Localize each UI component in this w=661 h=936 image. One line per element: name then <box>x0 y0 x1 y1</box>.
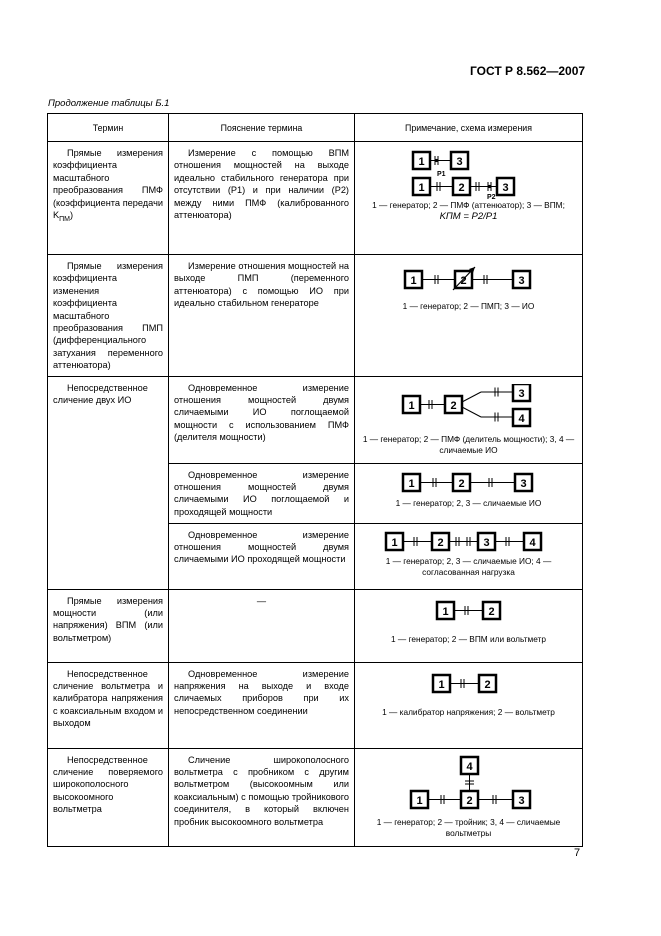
term-cell: Прямые измерения коэффициента масштабного преобразования ПМФ (коэффициента передачи $K_{ПМ}$) <box>48 142 169 255</box>
block-1-label: 1 <box>437 678 445 691</box>
block-1-label: 1 <box>415 794 423 807</box>
p2-label: P2 <box>486 194 496 200</box>
note-cell <box>355 662 583 748</box>
measurement-diagram <box>399 755 539 811</box>
formula: KПМ = P2/P1 <box>439 211 498 222</box>
note-text: 1 — генератор; 2 — ПМФ (делитель мощности); 3, 4 — сличаемые ИО <box>362 433 575 455</box>
standard-header: ГОСТ Р 8.562—2007 <box>470 64 586 78</box>
block-1-label: 1 <box>441 605 449 618</box>
measurement-diagram <box>399 471 539 495</box>
block-1-label: 1 <box>409 275 417 287</box>
table-row <box>48 748 583 846</box>
explanation-cell: Измерение отношения мощностей на выходе ПМП (переменного аттенюатора) с помощью ИО при идеально стабильном генераторе <box>169 255 355 377</box>
block-3-label: 3 <box>501 182 509 194</box>
block-2-label: 2 <box>436 536 444 549</box>
block-3-label: 3 <box>517 387 525 400</box>
block-2-label: 2 <box>457 477 465 490</box>
note-cell <box>355 142 583 255</box>
block-2-label: 2 <box>483 678 491 691</box>
block-3-label: 3 <box>482 536 490 549</box>
block-2-label: 2 <box>457 182 465 194</box>
col-header-explanation: Пояснение термина <box>169 114 355 142</box>
block-1-label: 1 <box>417 182 425 194</box>
note-text: 1 — генератор; 2 — ПМП; 3 — ИО <box>402 301 535 311</box>
note-cell <box>355 589 583 662</box>
note-cell <box>355 255 583 377</box>
table-row <box>48 142 583 255</box>
table-row <box>48 376 583 463</box>
explanation-cell: Одновременное измерение отношения мощностей двумя сличаемыми ИО поглощаемой мощности с использованием ПМФ (делителя мощности) <box>169 376 355 463</box>
block-2-label: 2 <box>459 275 467 287</box>
explanation-cell: Измерение с помощью ВПМ отношения мощностей на выходе идеально стабильного генератора при отсутствии (P1) и при наличии (P2) между ними ПМФ (калиброванного аттенюатора) <box>169 142 355 255</box>
block-4-label: 4 <box>528 536 536 549</box>
block-4-label: 4 <box>517 412 525 425</box>
block-3-label: 3 <box>517 275 525 287</box>
measurement-diagram <box>399 384 539 428</box>
table-row <box>48 589 583 662</box>
measurement-diagram <box>399 265 539 295</box>
block-2-label: 2 <box>487 605 495 618</box>
block-1-label: 1 <box>417 156 425 168</box>
table-caption: Продолжение таблицы Б.1 <box>48 98 170 109</box>
block-3-label: 3 <box>517 794 525 807</box>
note-cell <box>355 748 583 846</box>
measurement-diagram <box>399 598 539 624</box>
explanation-cell: Сличение широкополосного вольтметра с пробником с другим вольтметром (высокоомным или коаксиальным) с помощью тройникового соединителя, в который включен пробник высокоомного вольтметра <box>169 748 355 846</box>
block-3-label: 3 <box>519 477 527 490</box>
table-row <box>48 662 583 748</box>
block-2-label: 2 <box>449 399 457 412</box>
terms-table <box>47 113 583 847</box>
note-text: 1 — генератор; 2, 3 — сличаемые ИО <box>395 497 542 508</box>
block-1-label: 1 <box>390 536 398 549</box>
note-cell <box>355 463 583 523</box>
term-cell: Непосредственное сличение поверяемого широкополосного высокоомного вольтметра <box>48 748 169 846</box>
col-header-term: Термин <box>48 114 169 142</box>
block-3-label: 3 <box>455 156 463 168</box>
note-text: 1 — генератор; 2 — ВПМ или вольтметр <box>391 633 546 644</box>
block-4-label: 4 <box>465 760 473 773</box>
table-row <box>48 255 583 377</box>
note-cell <box>355 376 583 463</box>
term-cell: Прямые измерения коэффициента изменения коэффициента масштабного преобразования ПМП (дифференциального затухания переменного аттенюатора) <box>48 255 169 377</box>
note-text: 1 — генератор; 2 — тройник; 3, 4 — сличаемые вольтметры <box>376 816 561 838</box>
term-cell: Непосредственное сличение вольтметра и калибратора напряжения с коаксиальным входом и выходом <box>48 662 169 748</box>
note-text: 1 — генератор; 2 — ПМФ (аттенюатор); 3 — ВПМ; <box>372 200 565 210</box>
measurement-diagram <box>399 671 539 697</box>
explanation-cell: Одновременное измерение отношения мощностей двумя сличаемыми ИО проходящей мощности <box>169 523 355 589</box>
p1-label: P1 <box>436 171 446 178</box>
table-header-row <box>48 114 583 142</box>
explanation-cell: Одновременное измерение отношения мощностей двумя сличаемыми ИО поглощаемой и проходящей мощности <box>169 463 355 523</box>
block-2-label: 2 <box>465 794 473 807</box>
term-cell: Непосредственное сличение двух ИО <box>48 376 169 589</box>
note-text: 1 — генератор; 2, 3 — сличаемые ИО; 4 — согласованная нагрузка <box>385 555 552 577</box>
block-1-label: 1 <box>407 399 415 412</box>
col-header-note: Примечание, схема измерения <box>355 114 583 142</box>
term-cell: Прямые измерения мощности (или напряжения) ВПМ (или вольтметром) <box>48 589 169 662</box>
explanation-cell: — <box>169 589 355 662</box>
block-1-label: 1 <box>407 477 415 490</box>
measurement-diagram <box>399 148 539 200</box>
note-cell <box>355 523 583 589</box>
note-text: 1 — калибратор напряжения; 2 — вольтметр <box>382 706 555 717</box>
page-number: 7 <box>574 847 581 859</box>
measurement-diagram <box>384 530 554 554</box>
explanation-cell: Одновременное измерение напряжения на выходе и входе сличаемых приборов при их непосредственном соединении <box>169 662 355 748</box>
